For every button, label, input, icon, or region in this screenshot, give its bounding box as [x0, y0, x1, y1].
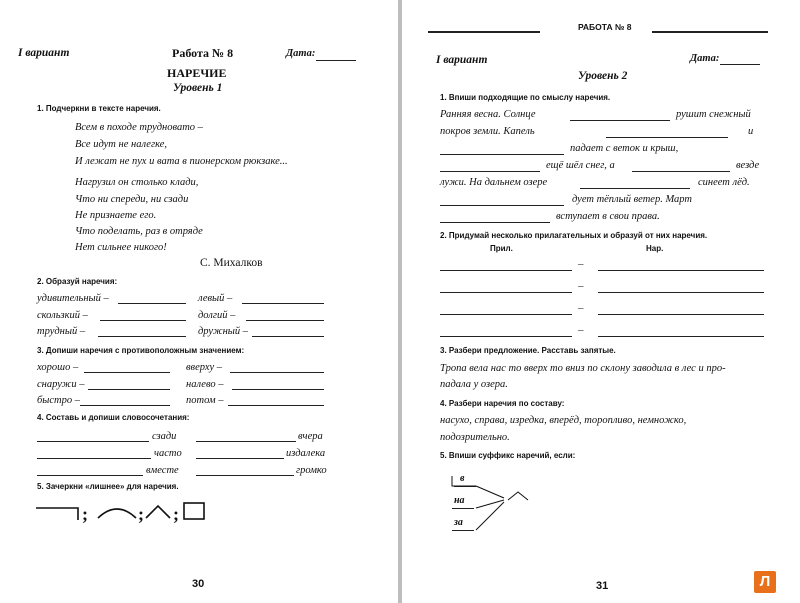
task3-word: снаружи – — [37, 379, 85, 390]
suffix-symbol — [146, 506, 170, 518]
dash: – — [578, 258, 584, 270]
task2-word: долгий – — [198, 310, 236, 321]
date-blank[interactable] — [720, 64, 760, 65]
poem-line: Нагрузил он столько клади, — [75, 177, 199, 188]
poem-line: Все идут не налегке, — [75, 139, 167, 150]
task1-text: покров земли. Капель — [440, 126, 535, 137]
answer-blank[interactable] — [37, 475, 143, 476]
answer-blank[interactable] — [232, 389, 324, 390]
task3-text: падала у озера. — [440, 379, 508, 390]
answer-blank[interactable] — [632, 171, 730, 172]
task4-word: вместе — [146, 465, 179, 476]
task1-text: вступает в свои права. — [556, 211, 660, 222]
answer-blank[interactable] — [88, 389, 170, 390]
connector-line — [476, 486, 504, 498]
answer-blank[interactable] — [440, 222, 550, 223]
task1-text: синеет лёд. — [698, 177, 750, 188]
answer-blank[interactable] — [196, 441, 296, 442]
task1-text: рушит снежный — [676, 109, 751, 120]
answer-blank[interactable] — [606, 137, 728, 138]
task2-word: удивительный – — [37, 293, 109, 304]
task1-title: 1. Впиши подходящие по смыслу наречия. — [440, 93, 611, 102]
answer-blank[interactable] — [80, 405, 170, 406]
dash: – — [578, 324, 584, 336]
task1-text: лужи. На дальнем озере — [440, 177, 548, 188]
answer-blank[interactable] — [196, 458, 284, 459]
date-label: Дата: — [286, 48, 316, 59]
task2-word: трудный – — [37, 326, 86, 337]
task5-title: 5. Зачеркни «лишнее» для наречия. — [37, 482, 179, 491]
header-title: РАБОТА № 8 — [578, 22, 632, 32]
answer-blank[interactable] — [598, 336, 764, 337]
poem-line: Что ни спереди, ни сзади — [75, 194, 189, 205]
poem-line: Что поделать, раз в отряде — [75, 226, 203, 237]
answer-blank[interactable] — [252, 336, 324, 337]
work-title: Работа № 8 — [172, 46, 234, 60]
task4-title: 4. Составь и допиши словосочетания: — [37, 413, 190, 422]
task1-text: дует тёплый ветер. Март — [572, 194, 692, 205]
header-rule-right — [652, 31, 768, 33]
answer-blank[interactable] — [440, 171, 540, 172]
answer-blank[interactable] — [570, 120, 670, 121]
task1-text: ещё шёл снег, а — [546, 160, 615, 171]
task3-word: вверху – — [186, 362, 223, 373]
answer-blank[interactable] — [598, 314, 764, 315]
task3-word: быстро – — [37, 395, 81, 406]
answer-blank[interactable] — [84, 372, 170, 373]
answer-blank[interactable] — [98, 336, 186, 337]
prefix-label: за — [454, 517, 463, 528]
answer-blank[interactable] — [440, 154, 564, 155]
task2-word: левый – — [198, 293, 233, 304]
answer-blank[interactable] — [598, 270, 764, 271]
answer-blank[interactable] — [440, 205, 564, 206]
page-number: 30 — [192, 578, 205, 590]
answer-blank[interactable] — [440, 270, 572, 271]
ending-symbol-left — [36, 508, 78, 520]
task5-title: 5. Впиши суффикс наречий, если: — [440, 451, 576, 460]
task3-title: 3. Допиши наречия с противоположным значением: — [37, 346, 245, 355]
task4-word: сзади — [152, 431, 177, 442]
task4-text: подозрительно. — [440, 432, 510, 443]
task1-text: Ранняя весна. Солнце — [440, 109, 536, 120]
prefix-diagram — [442, 470, 552, 536]
page-number: 31 — [596, 580, 609, 592]
answer-blank[interactable] — [598, 292, 764, 293]
task3-title: 3. Разбери предложение. Расставь запятые. — [440, 346, 616, 355]
poem-line: И лежат не пух и вата в пионерском рюкзаке... — [75, 156, 288, 167]
adverb-column-header: Нар. — [646, 244, 664, 253]
topic-title: НАРЕЧИЕ — [167, 66, 227, 80]
task2-title: 2. Образуй наречия: — [37, 277, 118, 286]
date-label: Дата: — [690, 53, 720, 64]
task3-word: налево – — [186, 379, 224, 390]
task4-word: вчера — [298, 431, 323, 442]
adjective-column-header: Прил. — [490, 244, 513, 253]
answer-blank[interactable] — [100, 320, 186, 321]
task4-word: издалека — [286, 448, 326, 459]
poem-author: С. Михалков — [200, 257, 263, 269]
ending-box-symbol — [184, 503, 204, 519]
answer-blank[interactable] — [440, 292, 572, 293]
task4-title: 4. Разбери наречия по составу: — [440, 399, 565, 408]
semicolon: ; — [173, 504, 179, 524]
suffix-symbol — [508, 492, 528, 500]
dash: – — [578, 280, 584, 292]
answer-blank[interactable] — [228, 405, 324, 406]
task3-text: Тропа вела нас то вверх то вниз по склону заводила в лес и про- — [440, 363, 726, 374]
prefix-label: на — [454, 495, 465, 506]
root-arc-symbol — [98, 509, 136, 518]
left-page — [0, 0, 398, 603]
connector-line — [476, 502, 504, 530]
task1-text: везде — [736, 160, 760, 171]
poem-line: Не признаете его. — [75, 210, 157, 221]
task4-text: насухо, справа, изредка, вперёд, торопливо, немножко, — [440, 415, 687, 426]
answer-blank[interactable] — [242, 303, 324, 304]
answer-blank[interactable] — [118, 303, 186, 304]
variant-label: I вариант — [18, 47, 70, 59]
poem-line: Нет сильнее никого! — [75, 242, 167, 253]
task2-word: скользкий – — [37, 310, 88, 321]
answer-blank[interactable] — [230, 372, 324, 373]
header-rule-left — [428, 31, 540, 33]
answer-blank[interactable] — [246, 320, 324, 321]
task1-title: 1. Подчеркни в тексте наречия. — [37, 104, 161, 113]
prefix-label: в — [460, 473, 465, 484]
answer-blank[interactable] — [196, 475, 294, 476]
answer-blank[interactable] — [580, 188, 690, 189]
task3-word: хорошо – — [37, 362, 79, 373]
answer-blank[interactable] — [37, 441, 149, 442]
semicolon: ; — [82, 504, 88, 524]
answer-blank[interactable] — [440, 314, 572, 315]
level-title: Уровень 2 — [578, 70, 628, 82]
task2-title: 2. Придумай несколько прилагательных и образуй от них наречия. — [440, 231, 708, 240]
task4-word: громко — [296, 465, 327, 476]
morpheme-symbols[interactable] — [32, 496, 212, 526]
semicolon: ; — [138, 504, 144, 524]
right-page — [402, 0, 800, 603]
task2-word: дружный – — [198, 326, 249, 337]
answer-blank[interactable] — [37, 458, 151, 459]
variant-label: I вариант — [436, 54, 488, 66]
dash: – — [578, 302, 584, 314]
publisher-logo: Л — [754, 571, 776, 593]
poem-line: Всем в походе трудновато – — [75, 122, 203, 133]
task4-word: часто — [154, 448, 182, 459]
level-title: Уровень 1 — [173, 82, 223, 94]
task1-text: и — [748, 126, 754, 137]
date-blank[interactable] — [316, 60, 356, 61]
prefix-bracket — [452, 476, 476, 486]
answer-blank[interactable] — [440, 336, 572, 337]
task3-word: потом – — [186, 395, 224, 406]
task1-text: падает с веток и крыш, — [570, 143, 679, 154]
